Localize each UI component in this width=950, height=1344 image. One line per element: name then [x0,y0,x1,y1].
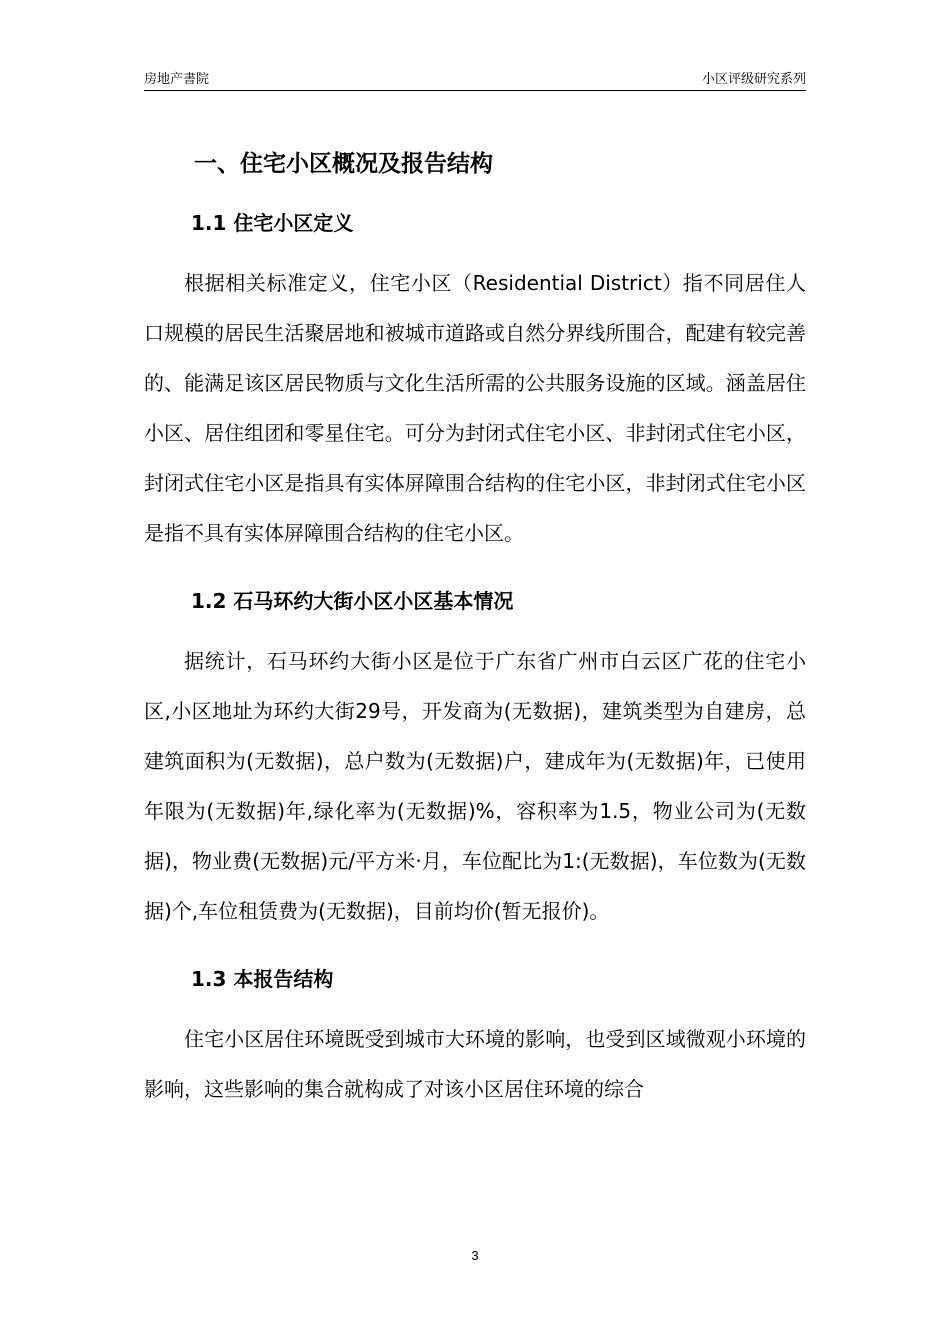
document-body [144,136,806,1114]
section-basic-info [144,570,806,936]
section-title: 1.1 住宅小区定义 [191,211,354,235]
page-header [144,64,806,91]
page-number: 3 [471,1248,479,1263]
section-title: 1.3 本报告结构 [191,967,334,991]
header-series-title: 小区评级研究系列 [701,72,806,87]
chapter-title: 一、住宅小区概况及报告结构 [194,151,493,177]
section-title: 1.2 石马环约大街小区小区基本情况 [191,589,514,613]
section-report-structure [144,948,806,1114]
section-paragraph: 据统计，石马环约大街小区是位于广东省广州市白云区广花的住宅小区,小区地址为环约大街29号，开发商为(无数据)，建筑类型为自建房，总建筑面积为(无数据)，总户数为(无数据)户，建成年为(无数据)年，已使用年限为(无数据)年,绿化率为(无数据)%，容积率为1.5，物业公司为(无数据)，物业费(无数据)元/平方米·月，车位配比为1:(无数据)，车位数为(无数据)个,车位租赁费为(无数据)，目前均价(暂无报价)。 [144,649,806,923]
section-definition [144,192,806,558]
header-publisher: 房地产書院 [144,72,210,87]
section-paragraph: 住宅小区居住环境既受到城市大环境的影响，也受到区域微观小环境的影响，这些影响的集合就构成了对该小区居住环境的综合 [144,1027,806,1101]
section-paragraph: 根据相关标准定义，住宅小区（Residential District）指不同居住人口规模的居民生活聚居地和被城市道路或自然分界线所围合，配建有较完善的、能满足该区居民物质与文化生活所需的公共服务设施的区域。涵盖居住小区、居住组团和零星住宅。可分为封闭式住宅小区、非封闭式住宅小区，封闭式住宅小区是指具有实体屏障围合结构的住宅小区，非封闭式住宅小区是指不具有实体屏障围合结构的住宅小区。 [144,271,806,545]
